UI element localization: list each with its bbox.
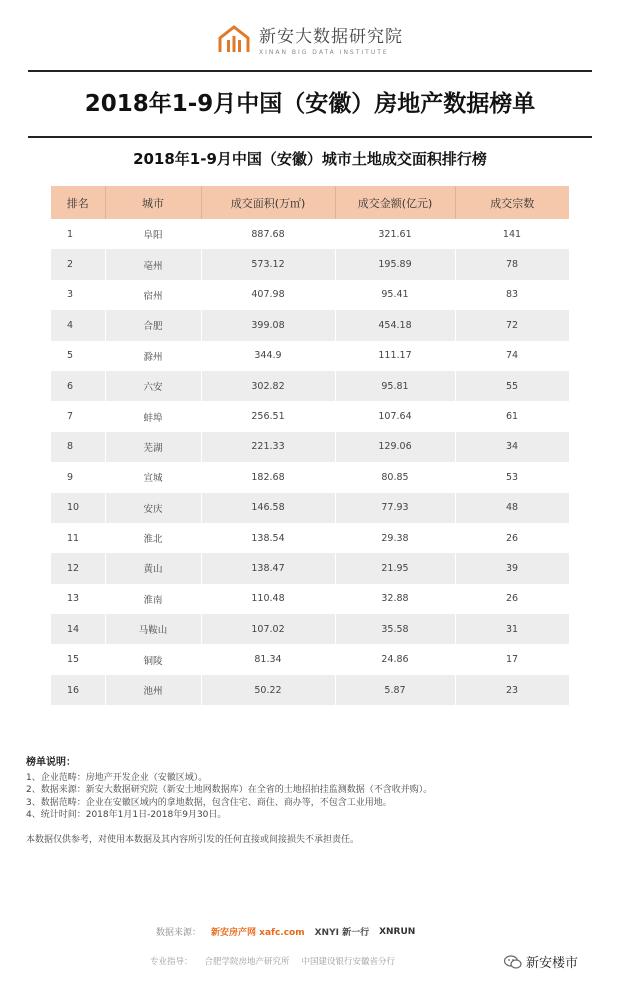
table-cell: 7 <box>51 401 105 431</box>
table-cell: 72 <box>455 310 569 340</box>
table-cell: 3 <box>51 280 105 310</box>
table-cell: 141 <box>455 219 569 249</box>
guide-org: 合肥学院房地产研究所 <box>204 957 290 967</box>
table-cell: 15 <box>51 644 105 674</box>
table-row <box>51 310 569 340</box>
table-cell: 5 <box>51 341 105 371</box>
table-cell: 50.22 <box>201 675 335 705</box>
table-row <box>51 614 569 644</box>
column-header: 成交宗数 <box>455 186 569 219</box>
table-row <box>51 371 569 401</box>
table-cell: 78 <box>455 249 569 279</box>
disclaimer: 本数据仅供参考，对使用本数据及其内容所引发的任何直接或间接损失不承担责任。 <box>26 834 360 845</box>
table-cell: 107.02 <box>201 614 335 644</box>
notes-item: 4、统计时间：2018年1月1日-2018年9月30日。 <box>26 810 227 821</box>
table-cell: 六安 <box>105 371 201 401</box>
table-cell: 11 <box>51 523 105 553</box>
table-cell: 39 <box>455 553 569 583</box>
table-cell: 95.41 <box>335 280 455 310</box>
table-cell: 573.12 <box>201 249 335 279</box>
table-cell: 399.08 <box>201 310 335 340</box>
table-cell: 74 <box>455 341 569 371</box>
table-cell: 111.17 <box>335 341 455 371</box>
source-logo-xnyi: XNYI 新一行 <box>314 928 370 938</box>
column-header: 城市 <box>105 186 201 219</box>
table-row <box>51 462 569 492</box>
table-cell: 宣城 <box>105 462 201 492</box>
table-cell: 铜陵 <box>105 644 201 674</box>
column-header: 成交金额(亿元) <box>335 186 455 219</box>
table-cell: 110.48 <box>201 584 335 614</box>
table-cell: 48 <box>455 493 569 523</box>
table-cell: 蚌埠 <box>105 401 201 431</box>
table-cell: 17 <box>455 644 569 674</box>
ranking-table <box>51 186 570 705</box>
table-cell: 83 <box>455 280 569 310</box>
column-header: 排名 <box>51 186 105 219</box>
table-cell: 61 <box>455 401 569 431</box>
table-cell: 26 <box>455 584 569 614</box>
table-cell: 344.9 <box>201 341 335 371</box>
wechat-account <box>504 952 578 971</box>
table-cell: 13 <box>51 584 105 614</box>
table-cell: 407.98 <box>201 280 335 310</box>
table-cell: 146.58 <box>201 493 335 523</box>
table-header-row <box>51 186 569 219</box>
table-cell: 马鞍山 <box>105 614 201 644</box>
table-cell: 195.89 <box>335 249 455 279</box>
guidance-row <box>150 955 395 967</box>
table-cell: 21.95 <box>335 553 455 583</box>
table-cell: 26 <box>455 523 569 553</box>
table-row <box>51 249 569 279</box>
table-row <box>51 341 569 371</box>
table-row <box>51 523 569 553</box>
table-row <box>51 493 569 523</box>
table-row <box>51 280 569 310</box>
table-cell: 53 <box>455 462 569 492</box>
table-cell: 阜阳 <box>105 219 201 249</box>
table-cell: 35.58 <box>335 614 455 644</box>
table-cell: 34 <box>455 432 569 462</box>
wechat-name: 新安楼市 <box>526 956 579 971</box>
notes-item: 3、数据范畴：企业在安徽区域内的拿地数据，包含住宅、商住、商办等，不包含工业用地。 <box>26 797 392 808</box>
table-cell: 1 <box>51 219 105 249</box>
table-cell: 55 <box>455 371 569 401</box>
brand-header <box>0 0 620 70</box>
table-cell: 29.38 <box>335 523 455 553</box>
table-cell: 安庆 <box>105 493 201 523</box>
table-cell: 80.85 <box>335 462 455 492</box>
page-title: 2018年1-9月中国（安徽）房地产数据榜单 <box>84 91 536 117</box>
table-cell: 107.64 <box>335 401 455 431</box>
table-cell: 14 <box>51 614 105 644</box>
table-cell: 95.81 <box>335 371 455 401</box>
brand-name-en: XINAN BIG DATA INSTITUTE <box>259 49 389 56</box>
source-logo-xnrun: XNRUN <box>379 926 416 937</box>
table-cell: 221.33 <box>201 432 335 462</box>
table-cell: 77.93 <box>335 493 455 523</box>
table-cell: 81.34 <box>201 644 335 674</box>
table-row <box>51 432 569 462</box>
table-cell: 454.18 <box>335 310 455 340</box>
table-cell: 302.82 <box>201 371 335 401</box>
table-cell: 129.06 <box>335 432 455 462</box>
table-cell: 138.47 <box>201 553 335 583</box>
table-cell: 滁州 <box>105 341 201 371</box>
table-cell: 6 <box>51 371 105 401</box>
table-cell: 淮北 <box>105 523 201 553</box>
table-row <box>51 553 569 583</box>
guide-label: 专业指导： <box>150 957 193 967</box>
table-cell: 12 <box>51 553 105 583</box>
notes-title: 榜单说明： <box>26 757 76 769</box>
wechat-icon <box>504 955 522 969</box>
table-row <box>51 401 569 431</box>
table-cell: 182.68 <box>201 462 335 492</box>
table-cell: 9 <box>51 462 105 492</box>
table-cell: 池州 <box>105 675 201 705</box>
brand-name: 新安大数据研究院 <box>259 27 403 47</box>
table-cell: 256.51 <box>201 401 335 431</box>
data-source-row <box>156 925 415 938</box>
notes-item: 2、数据来源：新安大数据研究院（新安土地网数据库）在全省的土地招拍挂监测数据（不含收并购）。 <box>26 785 433 796</box>
table-cell: 887.68 <box>201 219 335 249</box>
table-cell: 5.87 <box>335 675 455 705</box>
table-cell: 8 <box>51 432 105 462</box>
table-cell: 亳州 <box>105 249 201 279</box>
table-cell: 黄山 <box>105 553 201 583</box>
table-cell: 31 <box>455 614 569 644</box>
table-title: 2018年1-9月中国（安徽）城市土地成交面积排行榜 <box>133 150 487 168</box>
table-cell: 合肥 <box>105 310 201 340</box>
table-row <box>51 644 569 674</box>
column-header: 成交面积(万㎡) <box>201 186 335 219</box>
table-cell: 淮南 <box>105 584 201 614</box>
source-logo-xafc: 新安房产网 xafc.com <box>211 928 305 938</box>
table-row <box>51 219 569 249</box>
table-row <box>51 675 569 705</box>
notes-item: 1、企业范畴：房地产开发企业（安徽区域）。 <box>26 772 208 783</box>
table-cell: 321.61 <box>335 219 455 249</box>
table-cell: 10 <box>51 493 105 523</box>
table-body <box>51 219 569 705</box>
table-row <box>51 584 569 614</box>
ranking-table-wrap <box>51 186 569 705</box>
table-cell: 32.88 <box>335 584 455 614</box>
table-cell: 23 <box>455 675 569 705</box>
table-cell: 芜湖 <box>105 432 201 462</box>
brand-text <box>259 22 403 56</box>
table-cell: 24.86 <box>335 644 455 674</box>
table-cell: 4 <box>51 310 105 340</box>
brand-logo-icon <box>217 22 251 56</box>
table-cell: 138.54 <box>201 523 335 553</box>
guide-org: 中国建设银行安徽省分行 <box>301 957 396 967</box>
notes-section <box>26 757 594 846</box>
table-cell: 2 <box>51 249 105 279</box>
source-label: 数据来源： <box>156 928 202 938</box>
table-cell: 宿州 <box>105 280 201 310</box>
table-cell: 16 <box>51 675 105 705</box>
